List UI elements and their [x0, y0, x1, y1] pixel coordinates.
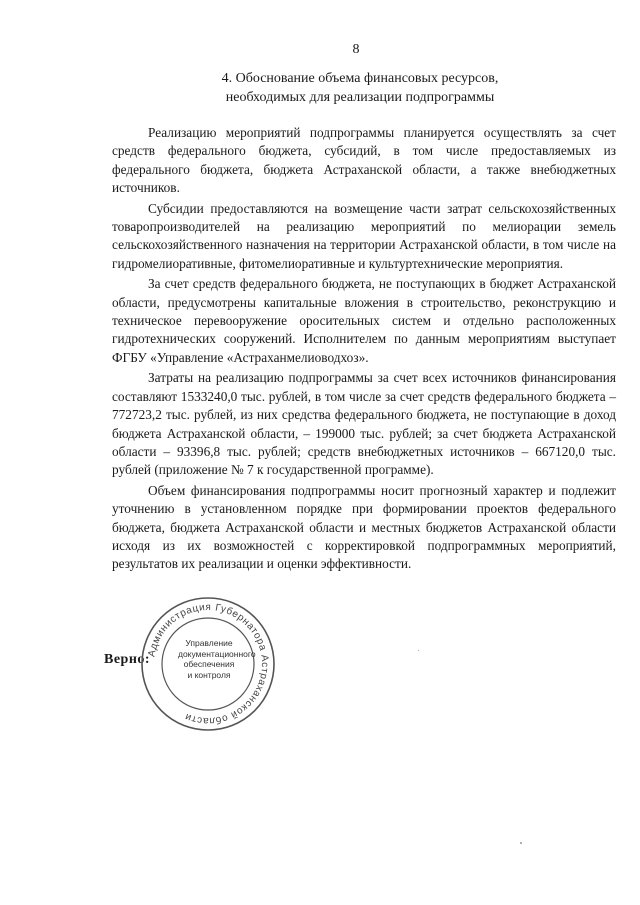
stamp-line-4: и контроля: [187, 669, 231, 680]
scan-speck: [418, 650, 419, 651]
section-heading-line-2: необходимых для реализации подпрограммы: [225, 90, 495, 105]
stamp-ring-text: Администрация Губернатора Астраханской области: [146, 601, 271, 727]
paragraph-3: За счет средств федерального бюджета, не поступающих в бюджет Астраханской области, предусмотрены капитальные вложения в строительство, реконструкцию и техническое перевооружение оросительных систем и отдельно расположенных гидротехнических сооружений. Исполнителем по данным мероприятиям выступает ФГБУ «Управление «Астраханмелиоводхоз».: [112, 276, 616, 365]
scan-speck: [520, 842, 522, 844]
paragraph-1: Реализацию мероприятий подпрограммы планируется осуществлять за счет средств федерального бюджета, субсидий, в том числе предоставляемых из федерального бюджета, бюджета Астраханской области, а также внебюджетных источников.: [112, 125, 616, 196]
certification-block: [100, 594, 280, 734]
stamp-line-1: Управление: [185, 638, 233, 648]
stamp-line-2: документационного: [178, 648, 256, 659]
paragraph-4: Затраты на реализацию подпрограммы за счет всех источников финансирования составляют 1533240,0 тыс. рублей, в том числе за счет средств федерального бюджета – 772723,2 тыс. рублей, из них средства федерального бюджета, не поступающие в доход бюджета Астраханской области, – 199000 тыс. рублей; за счет бюджета Астраханской области – 93396,8 тыс. рублей; средств внебюджетных источников – 667120,0 тыс. рублей (приложение № 7 к государственной программе).: [112, 370, 616, 478]
section-heading: [110, 69, 610, 107]
certification-label: Верно:: [104, 652, 151, 667]
stamp-line-3: обеспечения: [183, 659, 235, 669]
page-number: 8: [352, 42, 360, 57]
paragraph-2: Субсидии предоставляются на возмещение части затрат сельскохозяйственных товаропроизводителей на реализацию мероприятий по мелиорации земель сельскохозяйственного назначения на территории Астраханской области, в том числе на гидромелиоративные, фитомелиоративные и культуртехнические мероприятия.: [112, 200, 616, 271]
section-heading-line-1: 4. Обоснование объема финансовых ресурсов,: [221, 71, 499, 86]
stamp-center-text: [178, 638, 256, 680]
official-stamp: [138, 594, 278, 734]
paragraph-5: Объем финансирования подпрограммы носит прогнозный характер и подлежит уточнению в установленном порядке при формировании проектов федерального бюджета, бюджета Астраханской области и местных бюджетов Астраханской области исходя из их возможностей с корректировкой подпрограммных мероприятий, результатов их реализации и оценки эффективности.: [112, 482, 616, 572]
body-text: [112, 124, 616, 576]
